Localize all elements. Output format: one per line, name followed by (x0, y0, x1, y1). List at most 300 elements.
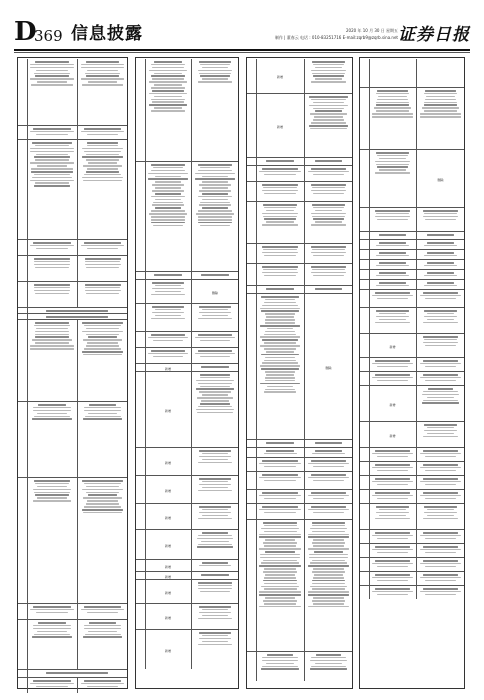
revised-clause-cell (416, 504, 464, 529)
text-line (378, 96, 407, 98)
text-line (265, 331, 296, 333)
table-row (360, 207, 464, 231)
text-line (372, 363, 413, 365)
table-row (360, 249, 464, 259)
text-line (377, 219, 408, 221)
text-line (199, 391, 230, 393)
text-line (425, 594, 456, 596)
table-row (360, 447, 464, 461)
original-clause-cell (369, 476, 416, 489)
text-line (198, 216, 232, 218)
text-line (198, 585, 231, 587)
text-line (308, 477, 349, 479)
text-line (372, 116, 414, 118)
text-line (264, 391, 295, 393)
text-line (262, 657, 299, 659)
column-3 (246, 57, 353, 689)
revised-clause-cell (77, 126, 127, 139)
text-line (315, 288, 343, 290)
text-line (263, 560, 298, 562)
revised-clause-cell (191, 630, 238, 669)
text-line (155, 309, 181, 311)
text-line (313, 275, 344, 277)
text-line (36, 686, 69, 688)
revised-clause-cell (304, 264, 352, 285)
text-line (420, 116, 462, 118)
text-line (86, 267, 119, 269)
original-clause-cell (27, 59, 77, 125)
text-line (423, 400, 457, 402)
revised-clause-cell (416, 530, 464, 543)
table-row (18, 255, 127, 281)
text-line (427, 242, 454, 244)
text-line (313, 577, 344, 579)
table-row (247, 471, 352, 489)
text-line (202, 515, 228, 517)
original-clause-cell (27, 126, 77, 139)
table-row (136, 559, 238, 571)
text-line (84, 628, 122, 630)
text-line (259, 463, 301, 465)
table-row (136, 371, 238, 447)
text-line (420, 535, 461, 537)
table-row (18, 59, 127, 125)
text-line (313, 119, 344, 121)
text-line (263, 249, 298, 251)
text-line (35, 483, 69, 485)
revised-clause-cell (77, 402, 127, 477)
original-clause-cell (145, 280, 191, 303)
text-line (266, 288, 295, 290)
text-line (379, 515, 406, 517)
text-line (377, 90, 408, 92)
text-line (33, 242, 71, 244)
text-line (88, 81, 118, 83)
text-line (198, 350, 233, 352)
cell-label: 新增 (164, 366, 171, 371)
text-line (34, 492, 70, 494)
original-clause-cell (369, 280, 416, 289)
table-head-cell (27, 670, 127, 677)
text-line (199, 638, 231, 640)
revised-clause-cell (191, 530, 238, 559)
text-line (195, 173, 236, 175)
text-line (377, 566, 408, 568)
text-line (420, 577, 461, 579)
text-line (372, 453, 413, 455)
text-line (198, 334, 233, 336)
table-row (136, 347, 238, 363)
text-line (312, 588, 344, 590)
text-line (198, 170, 232, 172)
text-line (312, 61, 346, 63)
text-line (202, 309, 228, 311)
text-line (259, 509, 301, 511)
text-line (35, 182, 68, 184)
revised-clause-cell (304, 448, 352, 457)
text-line (427, 319, 454, 321)
text-line (259, 536, 302, 538)
table-row (247, 243, 352, 263)
text-line (259, 477, 301, 479)
text-line (198, 210, 232, 212)
text-line (84, 325, 120, 327)
revised-clause-cell (304, 504, 352, 519)
text-line (87, 145, 119, 147)
text-line (84, 625, 121, 627)
text-line (83, 339, 123, 341)
revised-clause-cell (416, 208, 464, 231)
text-line (153, 356, 183, 358)
text-line (313, 539, 343, 541)
text-line (375, 161, 410, 163)
text-line (375, 360, 411, 362)
text-line (82, 322, 123, 324)
text-line (30, 348, 75, 350)
original-clause-cell (256, 59, 304, 93)
revised-clause-cell (304, 94, 352, 157)
text-line (423, 216, 457, 218)
text-line (84, 348, 121, 350)
text-line (376, 265, 408, 267)
text-line (83, 418, 121, 420)
table-row (247, 439, 352, 447)
text-line (149, 213, 187, 215)
text-line (202, 67, 229, 69)
revised-clause-cell (191, 504, 238, 529)
original-clause-cell (369, 372, 416, 385)
page-letter: D (14, 17, 37, 47)
text-line (35, 331, 69, 333)
text-line (32, 177, 72, 179)
text-line (420, 295, 461, 297)
table-row (360, 529, 464, 543)
text-line (379, 319, 406, 321)
text-line (308, 591, 348, 593)
text-line (377, 484, 408, 486)
text-line (155, 176, 182, 178)
table-row (360, 239, 464, 249)
text-line (420, 563, 461, 565)
original-clause-cell (27, 678, 77, 693)
text-line (38, 404, 66, 406)
text-line (198, 81, 232, 83)
text-line (379, 262, 406, 264)
text-line (266, 450, 293, 452)
cell-label: 新增 (276, 124, 283, 129)
text-line (196, 388, 233, 390)
text-line (151, 87, 184, 89)
original-clause-cell (27, 320, 77, 401)
text-line (38, 622, 66, 624)
text-line (30, 609, 74, 611)
text-line (311, 246, 345, 248)
table-row (247, 165, 352, 181)
text-line (35, 322, 68, 324)
text-line (200, 75, 231, 77)
text-line (200, 340, 230, 342)
text-line (198, 582, 232, 584)
original-clause-cell (256, 490, 304, 503)
text-line (87, 612, 119, 614)
revised-clause-cell (416, 490, 464, 503)
text-line (312, 216, 346, 218)
text-line (152, 282, 184, 284)
text-line (425, 456, 456, 458)
text-line (85, 290, 121, 292)
text-line (424, 104, 456, 106)
text-line (30, 151, 75, 153)
revised-clause-cell (416, 448, 464, 461)
text-line (263, 522, 296, 524)
text-line (425, 345, 456, 347)
original-clause-cell (27, 256, 77, 281)
text-line (265, 574, 295, 576)
table-row (360, 231, 464, 239)
text-line (198, 70, 232, 72)
original-clause-cell (145, 604, 191, 629)
original-clause-cell (369, 260, 416, 269)
text-line (377, 498, 408, 500)
text-line (202, 181, 227, 183)
text-line (375, 216, 409, 218)
text-line (199, 73, 232, 75)
text-line (32, 339, 72, 341)
text-line (199, 456, 231, 458)
original-clause-cell (369, 208, 416, 231)
text-line (308, 509, 349, 511)
text-line (311, 666, 345, 668)
text-line (375, 532, 411, 534)
text-line (155, 285, 181, 287)
text-line (376, 102, 409, 104)
text-line (261, 354, 300, 356)
text-line (200, 225, 231, 227)
text-line (264, 302, 296, 304)
text-line (372, 563, 413, 565)
text-line (312, 249, 346, 251)
text-line (87, 142, 119, 144)
text-line (85, 73, 120, 75)
text-line (198, 222, 232, 224)
text-line (423, 492, 459, 494)
text-line (424, 110, 456, 112)
text-line (81, 609, 124, 611)
text-line (375, 210, 409, 212)
text-line (151, 219, 184, 221)
text-line (33, 128, 71, 130)
text-line (264, 207, 296, 209)
text-line (309, 557, 349, 559)
text-line (265, 299, 295, 301)
text-line (263, 542, 297, 544)
text-line (82, 351, 123, 353)
text-line (311, 122, 347, 124)
original-clause-cell (145, 364, 191, 371)
text-line (32, 636, 71, 638)
text-line (153, 167, 184, 169)
text-line (375, 292, 411, 294)
text-line (36, 134, 69, 136)
table-row (18, 477, 127, 603)
text-line (315, 442, 343, 444)
revised-clause-cell (304, 158, 352, 165)
revised-clause-cell (191, 476, 238, 503)
text-line (148, 353, 188, 355)
revised-clause-cell (416, 422, 464, 447)
text-line (31, 171, 73, 173)
text-line (198, 544, 232, 546)
revised-clause-cell (77, 140, 127, 239)
original-clause-cell (256, 520, 304, 651)
text-line (264, 498, 295, 500)
text-line (85, 287, 121, 289)
text-line (87, 342, 118, 344)
text-line (46, 310, 108, 312)
original-clause-cell (145, 304, 191, 331)
table-row (360, 269, 464, 279)
text-line (85, 258, 121, 260)
text-line (375, 492, 411, 494)
text-line (424, 424, 457, 426)
original-clause-cell (145, 580, 191, 603)
cell-label: 删除 (437, 177, 444, 182)
original-clause-cell (256, 166, 304, 181)
text-line (311, 99, 346, 101)
cell-label: 新增 (389, 402, 396, 407)
text-line (427, 262, 454, 264)
cell-label: 新增 (164, 460, 171, 465)
table-row (247, 447, 352, 457)
text-line (152, 204, 185, 206)
text-line (427, 234, 455, 236)
text-line (316, 654, 342, 656)
text-line (420, 481, 461, 483)
text-line (202, 176, 229, 178)
text-line (311, 252, 345, 254)
text-line (372, 549, 413, 551)
text-line (376, 110, 408, 112)
text-line (36, 70, 68, 72)
text-line (202, 187, 228, 189)
text-line (375, 546, 411, 548)
text-line (87, 70, 119, 72)
text-line (313, 102, 344, 104)
text-line (259, 594, 302, 596)
table-row (360, 543, 464, 557)
table-row (360, 289, 464, 307)
text-line (427, 433, 454, 435)
original-clause-cell (369, 290, 416, 307)
original-clause-cell (256, 504, 304, 519)
text-line (35, 293, 69, 295)
text-line (375, 588, 411, 590)
text-line (308, 536, 350, 538)
text-line (260, 345, 299, 347)
revised-clause-cell (416, 240, 464, 249)
text-line (155, 187, 181, 189)
text-line (265, 313, 296, 315)
text-line (265, 377, 295, 379)
text-line (260, 557, 300, 559)
brand-logo: 证券日报 (398, 25, 470, 45)
text-line (202, 78, 229, 80)
table-row (360, 371, 464, 385)
text-line (313, 108, 345, 110)
text-line (82, 148, 123, 150)
text-line (313, 207, 344, 209)
original-clause-cell (369, 250, 416, 259)
text-line (87, 134, 119, 136)
original-clause-cell (256, 158, 304, 165)
text-line (36, 154, 68, 156)
text-line (425, 538, 456, 540)
text-line (377, 298, 408, 300)
cell-label: 新增 (276, 75, 283, 79)
original-clause-cell (27, 620, 77, 669)
text-line (376, 152, 410, 154)
text-line (82, 84, 124, 86)
text-line (427, 282, 454, 284)
text-line (259, 495, 301, 497)
text-line (86, 334, 119, 336)
text-line (376, 316, 408, 318)
text-line (312, 560, 346, 562)
text-line (264, 360, 296, 362)
text-line (376, 104, 408, 106)
text-line (33, 680, 71, 682)
revised-clause-cell (416, 544, 464, 557)
text-line (199, 632, 231, 634)
text-line (375, 560, 411, 562)
text-line (83, 165, 123, 167)
text-line (424, 93, 457, 95)
text-line (86, 171, 118, 173)
text-line (197, 412, 234, 414)
text-line (202, 394, 228, 396)
text-line (33, 606, 71, 608)
revised-clause-cell (416, 476, 464, 489)
text-line (198, 406, 233, 408)
text-line (264, 568, 296, 570)
table-row (247, 503, 352, 519)
text-line (154, 107, 183, 109)
text-line (377, 552, 408, 554)
text-line (82, 480, 123, 482)
text-line (149, 70, 186, 72)
text-line (266, 210, 294, 212)
text-line (423, 210, 457, 212)
text-line (427, 427, 454, 429)
table-row (360, 489, 464, 503)
text-line (202, 615, 228, 617)
table-row (247, 59, 352, 93)
revised-clause-cell (416, 586, 464, 599)
table-row (18, 677, 127, 693)
text-line (37, 486, 66, 488)
text-line (33, 628, 72, 630)
text-line (195, 353, 235, 355)
revised-clause-cell (416, 334, 464, 357)
text-line (35, 336, 70, 338)
original-clause-cell (369, 240, 416, 249)
revised-clause-cell (77, 282, 127, 307)
text-line (202, 487, 228, 489)
table-row (18, 401, 127, 477)
table-row (136, 603, 238, 629)
text-line (86, 345, 118, 347)
text-line (264, 275, 296, 277)
